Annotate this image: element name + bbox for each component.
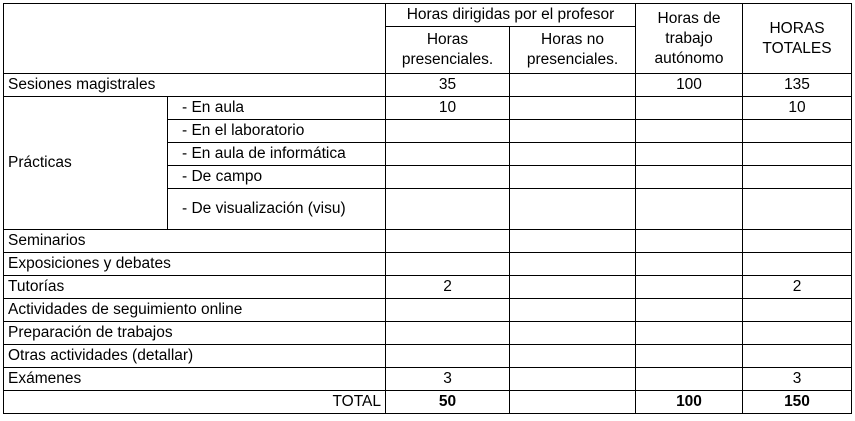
row-label: Sesiones magistrales (4, 74, 386, 97)
total-total: 150 (743, 391, 852, 414)
header-autonomo-line1: Horas de (657, 9, 721, 27)
cell-autonomo (636, 299, 743, 322)
header-autonomo-line3: autónomo (654, 49, 724, 67)
row-label: - En el laboratorio (168, 120, 386, 143)
cell-total: 2 (743, 276, 852, 299)
row-label: Otras actividades (detallar) (4, 345, 386, 368)
cell-total (743, 299, 852, 322)
cell-presenciales (386, 230, 510, 253)
cell-no-presenciales (510, 253, 636, 276)
cell-presenciales (386, 189, 510, 230)
cell-total (743, 253, 852, 276)
row-label: - De visualización (visu) (168, 189, 386, 230)
table-row (4, 253, 852, 276)
cell-autonomo (636, 97, 743, 120)
cell-autonomo: 100 (636, 74, 743, 97)
cell-presenciales: 35 (386, 74, 510, 97)
header-presenciales-line2: presenciales. (401, 51, 494, 68)
cell-total (743, 230, 852, 253)
cell-autonomo (636, 166, 743, 189)
total-presenciales: 50 (386, 391, 510, 414)
cell-total: 135 (743, 74, 852, 97)
header-presenciales (386, 27, 510, 74)
table-row (4, 230, 852, 253)
header-totales-line2: TOTALES (762, 39, 832, 57)
header-no-presenciales (510, 27, 636, 74)
cell-autonomo (636, 345, 743, 368)
row-label: Exámenes (4, 368, 386, 391)
cell-total: 3 (743, 368, 852, 391)
table-row (4, 276, 852, 299)
hours-table (3, 3, 852, 414)
total-row (4, 391, 852, 414)
header-autonomo-line2: trabajo (665, 29, 713, 47)
row-label: Preparación de trabajos (4, 322, 386, 345)
cell-presenciales (386, 143, 510, 166)
cell-no-presenciales (510, 345, 636, 368)
cell-presenciales (386, 345, 510, 368)
header-no-presenciales-line2: presenciales. (526, 51, 619, 68)
row-label: - En aula de informática (168, 143, 386, 166)
cell-autonomo (636, 322, 743, 345)
table-row (4, 368, 852, 391)
cell-no-presenciales (510, 276, 636, 299)
row-label: Seminarios (4, 230, 386, 253)
cell-autonomo (636, 143, 743, 166)
cell-autonomo (636, 276, 743, 299)
cell-no-presenciales (510, 299, 636, 322)
cell-total (743, 120, 852, 143)
table-row (4, 345, 852, 368)
practicas-label: Prácticas (4, 97, 168, 230)
cell-total (743, 143, 852, 166)
cell-no-presenciales (510, 322, 636, 345)
cell-presenciales: 2 (386, 276, 510, 299)
cell-no-presenciales (510, 74, 636, 97)
header-presenciales-line1: Horas (426, 31, 469, 48)
total-autonomo: 100 (636, 391, 743, 414)
table-row (4, 299, 852, 322)
cell-presenciales: 10 (386, 97, 510, 120)
total-no-presenciales (510, 391, 636, 414)
cell-total: 10 (743, 97, 852, 120)
cell-presenciales (386, 322, 510, 345)
cell-presenciales (386, 166, 510, 189)
cell-no-presenciales (510, 230, 636, 253)
cell-presenciales: 3 (386, 368, 510, 391)
header-no-presenciales-line1: Horas no (541, 31, 604, 48)
header-autonomo (636, 4, 743, 74)
header-totales (743, 4, 852, 74)
cell-total (743, 189, 852, 230)
header-dirigidas: Horas dirigidas por el profesor (386, 4, 636, 27)
cell-total (743, 345, 852, 368)
row-label: Tutorías (4, 276, 386, 299)
cell-autonomo (636, 230, 743, 253)
cell-no-presenciales (510, 97, 636, 120)
row-label: Actividades de seguimiento online (4, 299, 386, 322)
cell-no-presenciales (510, 120, 636, 143)
table-row (4, 74, 852, 97)
total-label: TOTAL (4, 391, 386, 414)
cell-no-presenciales (510, 166, 636, 189)
cell-autonomo (636, 368, 743, 391)
cell-presenciales (386, 299, 510, 322)
row-label: - De campo (168, 166, 386, 189)
table-row (4, 97, 852, 120)
cell-autonomo (636, 120, 743, 143)
cell-autonomo (636, 189, 743, 230)
table-row (4, 322, 852, 345)
cell-total (743, 166, 852, 189)
row-label: Exposiciones y debates (4, 253, 386, 276)
cell-presenciales (386, 120, 510, 143)
cell-no-presenciales (510, 189, 636, 230)
cell-presenciales (386, 253, 510, 276)
cell-autonomo (636, 253, 743, 276)
row-label: - En aula (168, 97, 386, 120)
cell-no-presenciales (510, 368, 636, 391)
cell-total (743, 322, 852, 345)
cell-no-presenciales (510, 143, 636, 166)
header-totales-line1: HORAS (769, 19, 825, 37)
header-blank-cell (4, 4, 386, 74)
